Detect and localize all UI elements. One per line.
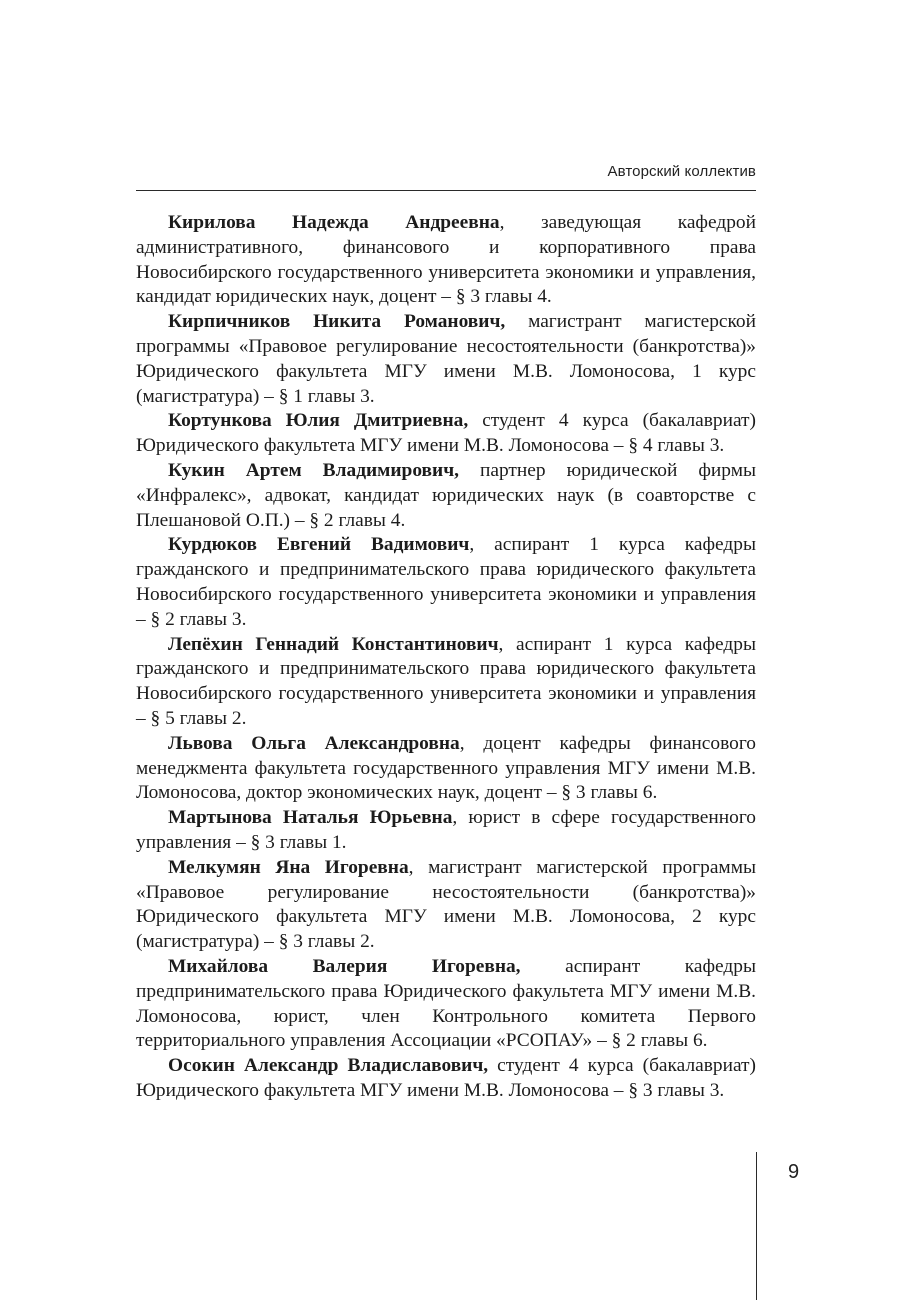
author-name: Мелкумян Яна Игоревна (168, 856, 409, 878)
author-name: Кукин Артем Владимирович, (168, 459, 459, 481)
running-head: Авторский коллектив (607, 163, 756, 180)
author-description: , аспирант 1 курса кафедры гражданского и предпринимательского права юридического факультета Новосибирского государственного университета экономики и управления – § 2 главы 3. (136, 534, 756, 630)
author-name: Михайлова Валерия Игоревна, (168, 955, 521, 977)
author-description: партнер юридической фирмы «Инфралекс», адвокат, кандидат юридических наук (в соавторстве с Плешановой О.П.) – § 2 главы 4. (136, 459, 756, 531)
author-description: студент 4 курса (бакалавриат) Юридического факультета МГУ имени М.В. Ломоносова – § 4 главы 3. (136, 410, 756, 457)
author-name: Курдюков Евгений Вадимович (168, 534, 470, 556)
author-name: Кирпичников Никита Романович, (168, 311, 506, 333)
page-number-rule (756, 1152, 757, 1300)
author-entry (136, 955, 756, 1054)
author-name: Кортункова Юлия Дмитриевна, (168, 410, 469, 432)
author-description: , аспирант 1 курса кафедры гражданского и предпринимательского права юридического факультета Новосибирского государственного университета экономики и управления – § 5 главы 2. (136, 633, 756, 729)
author-description: , юрист в сфере государственного управления – § 3 главы 1. (136, 807, 756, 853)
author-list (136, 211, 756, 1104)
header-rule (136, 190, 756, 191)
author-description: аспирант кафедры предпринимательского права Юридического факультета МГУ имени М.В. Ломоносова, юрист, член Контрольного комитета Первого территориального управления Ассоциации «РСОПАУ» – § 2 главы 6. (136, 955, 756, 1052)
page-number: 9 (788, 1161, 800, 1183)
author-entry (136, 409, 756, 459)
author-description: , доцент кафедры финансового менеджмента факультета государственного управления МГУ имени М.В. Ломоносова, доктор экономических наук, доцент – § 3 главы 6. (136, 732, 756, 804)
author-name: Мартынова Наталья Юрьевна (168, 807, 453, 829)
author-description: , заведующая кафедрой административного, финансового и корпоративного права Новосибирского государственного университета экономики и управления, кандидат юридических наук, доцент – § 3 главы 4. (136, 212, 756, 308)
author-description: , магистрант магистерской программы «Правовое регулирование несостоятельности (банкротства)» Юридического факультета МГУ имени М.В. Ломоносова, 2 курс (магистратура) – § 3 главы 2. (136, 856, 756, 953)
author-name: Лепёхин Геннадий Константинович (168, 633, 499, 655)
author-name: Львова Ольга Александровна (168, 732, 460, 754)
author-entry (136, 633, 756, 732)
author-entry (136, 732, 756, 806)
author-name: Кирилова Надежда Андреевна (168, 212, 500, 233)
author-entry (136, 211, 756, 310)
author-entry (136, 1054, 756, 1104)
author-entry (136, 310, 756, 409)
author-entry (136, 856, 756, 955)
author-entry (136, 459, 756, 533)
author-entry (136, 806, 756, 856)
author-description: магистрант магистерской программы «Правовое регулирование несостоятельности (банкротства)» Юридического факультета МГУ имени М.В. Ломоносова, 1 курс (магистратура) – § 1 главы 3. (136, 311, 757, 407)
author-name: Осокин Александр Владиславович, (168, 1055, 489, 1077)
author-description: студент 4 курса (бакалавриат) Юридического факультета МГУ имени М.В. Ломоносова – § 3 главы 3. (136, 1055, 756, 1101)
author-entry (136, 533, 756, 632)
